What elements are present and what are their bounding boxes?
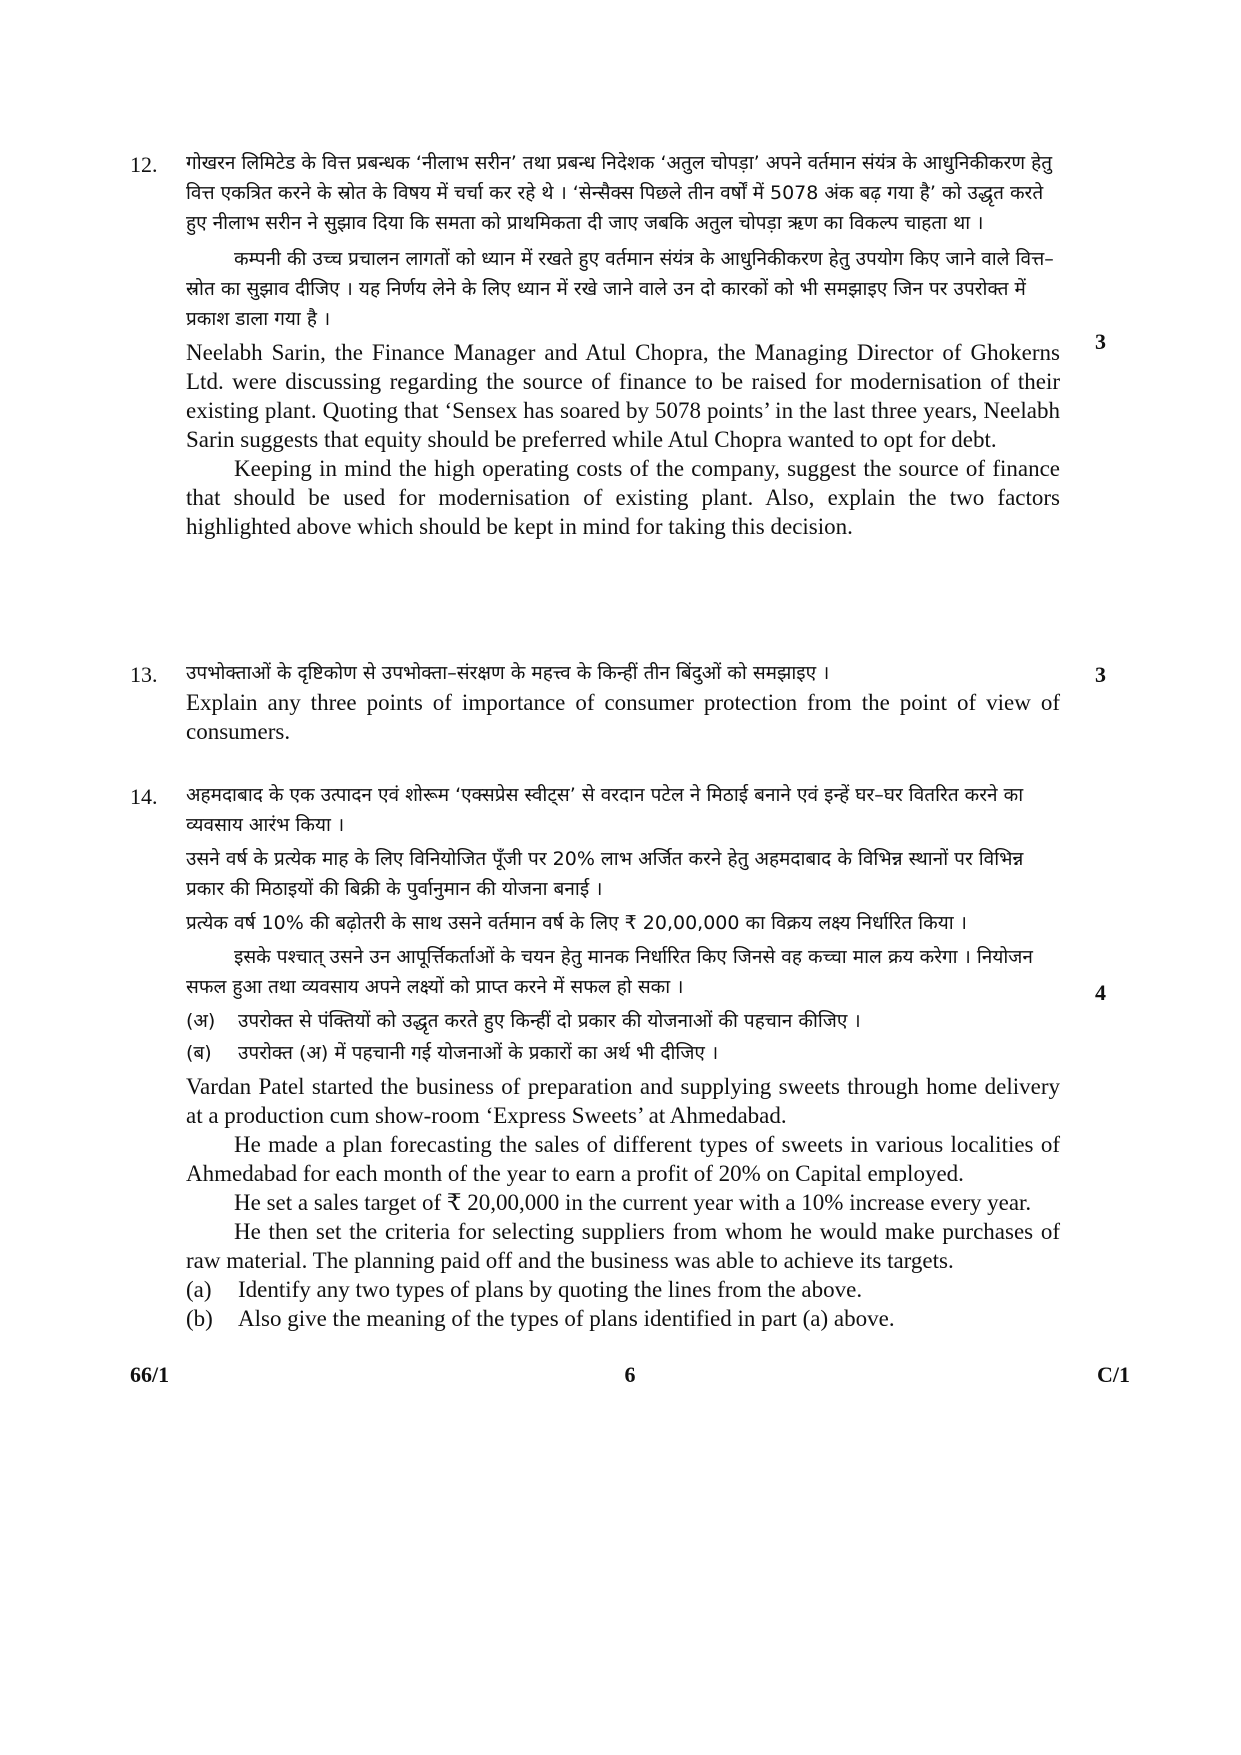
hindi-paragraph: उपभोक्ताओं के दृष्टिकोण से उपभोक्ता–संरक्षण के महत्त्व के किन्हीं तीन बिंदुओं को समझाइए । — [186, 662, 830, 684]
english-paragraph: Neelabh Sarin, the Finance Manager and Atul Chopra, the Managing Director of Ghokerns Ltd. were discussing regarding the source of finance to be raised for modernisation of their existing plant. Quoting that ‘Sensex has soared by 5078 points’ in the last three years, Neelabh Sarin suggests that equity should be preferred while Atul Chopra wanted to opt for debt. — [186, 340, 1060, 452]
english-paragraph: Explain any three points of importance of consumer protection from the point of view of consumers. — [186, 690, 1060, 744]
hindi-subquestion-b — [186, 1038, 1060, 1068]
hindi-paragraph: इसके पश्चात् उसने उन आपूर्त्तिकर्ताओं के चयन हेतु मानक निर्धारित किए जिनसे वह कच्चा माल क्रय करेगा । नियोजन सफल हुआ तथा व्यवसाय अपने लक्ष्यों को प्राप्त करने में सफल हो सका । — [186, 946, 1033, 998]
english-subquestion-b — [186, 1304, 1060, 1333]
english-paragraph: He then set the criteria for selecting suppliers from whom he would make purchases of raw material. The planning paid off and the business was able to achieve its targets. — [186, 1219, 1060, 1273]
sub-label: (अ) — [186, 1010, 216, 1032]
english-paragraph: He made a plan forecasting the sales of different types of sweets in various localities of Ahmedabad for each month of the year to earn a profit of 20% on Capital employed. — [186, 1132, 1060, 1186]
sub-label: (ब) — [186, 1042, 212, 1064]
marks: 4 — [1095, 980, 1106, 1005]
sub-label: (b) — [186, 1306, 213, 1331]
sub-text: Identify any two types of plans by quoting the lines from the above. — [238, 1277, 863, 1302]
marks: 3 — [1095, 329, 1106, 354]
paper-code: 66/1 — [130, 1362, 170, 1387]
hindi-paragraph: गोखरन लिमिटेड के वित्त प्रबन्धक ‘नीलाभ सरीन’ तथा प्रबन्ध निदेशक ‘अतुल चोपड़ा’ अपने वर्तमान संयंत्र के आधुनिकीकरण हेतु वित्त एकत्रित करने के स्रोत के विषय में चर्चा कर रहे थे । ‘सेन्सैक्स पिछले तीन वर्षों में 5078 अंक बढ़ गया है’ को उद्धृत करते हुए नीलाभ सरीन ने सुझाव दिया कि समता को प्राथमिकता दी जाए जबकि अतुल चोपड़ा ऋण का विकल्प चाहता था । — [186, 152, 1053, 234]
set-code: C/1 — [1097, 1362, 1130, 1387]
english-subquestion-a — [186, 1275, 1060, 1304]
sub-text: Also give the meaning of the types of plans identified in part (a) above. — [238, 1306, 895, 1331]
hindi-paragraph: कम्पनी की उच्च प्रचालन लागतों को ध्यान में रखते हुए वर्तमान संयंत्र के आधुनिकीकरण हेतु उपयोग किए जाने वाले वित्त–स्रोत का सुझाव दीजिए । यह निर्णय लेने के लिए ध्यान में रखे जाने वाले उन दो कारकों को भी समझाइए जिन पर उपरोक्त में प्रकाश डाला गया है । — [186, 248, 1054, 330]
hindi-subquestion-a — [186, 1006, 1060, 1036]
question-body — [186, 148, 1060, 541]
english-paragraph: He set a sales target of ₹ 20,00,000 in the current year with a 10% increase every year. — [234, 1190, 1032, 1215]
marks: 3 — [1095, 662, 1106, 687]
page-number: 6 — [624, 1362, 636, 1387]
sub-label: (a) — [186, 1277, 212, 1302]
sub-text: उपरोक्त (अ) में पहचानी गई योजनाओं के प्रकारों का अर्थ भी दीजिए । — [238, 1042, 719, 1064]
question-body — [186, 658, 1060, 746]
question-number: 14. — [130, 784, 158, 809]
english-paragraph: Vardan Patel started the business of preparation and supplying sweets through home delivery at a production cum show-room ‘Express Sweets’ at Ahmedabad. — [186, 1074, 1060, 1128]
english-paragraph: Keeping in mind the high operating costs of the company, suggest the source of finance that should be used for modernisation of existing plant. Also, explain the two factors highlighted above which should be kept in mind for taking this decision. — [186, 456, 1060, 539]
question-number: 12. — [130, 152, 158, 177]
question-body — [186, 780, 1060, 1333]
page-footer — [130, 1362, 1130, 1392]
hindi-paragraph: प्रत्येक वर्ष 10% की बढ़ोतरी के साथ उसने वर्तमान वर्ष के लिए ₹ 20,00,000 का विक्रय लक्ष्य निर्धारित किया । — [186, 912, 967, 934]
question-number: 13. — [130, 662, 158, 687]
hindi-paragraph: अहमदाबाद के एक उत्पादन एवं शोरूम ‘एक्सप्रेस स्वीट्स’ से वरदान पटेल ने मिठाई बनाने एवं इन्हें घर–घर वितरित करने का व्यवसाय आरंभ किया । — [186, 784, 1024, 836]
hindi-paragraph: उसने वर्ष के प्रत्येक माह के लिए विनियोजित पूँजी पर 20% लाभ अर्जित करने हेतु अहमदाबाद के विभिन्न स्थानों पर विभिन्न प्रकार की मिठाइयों की बिक्री के पुर्वानुमान की योजना बनाई । — [186, 848, 1024, 900]
sub-text: उपरोक्त से पंक्तियों को उद्धृत करते हुए किन्हीं दो प्रकार की योजनाओं की पहचान कीजिए । — [238, 1010, 861, 1032]
